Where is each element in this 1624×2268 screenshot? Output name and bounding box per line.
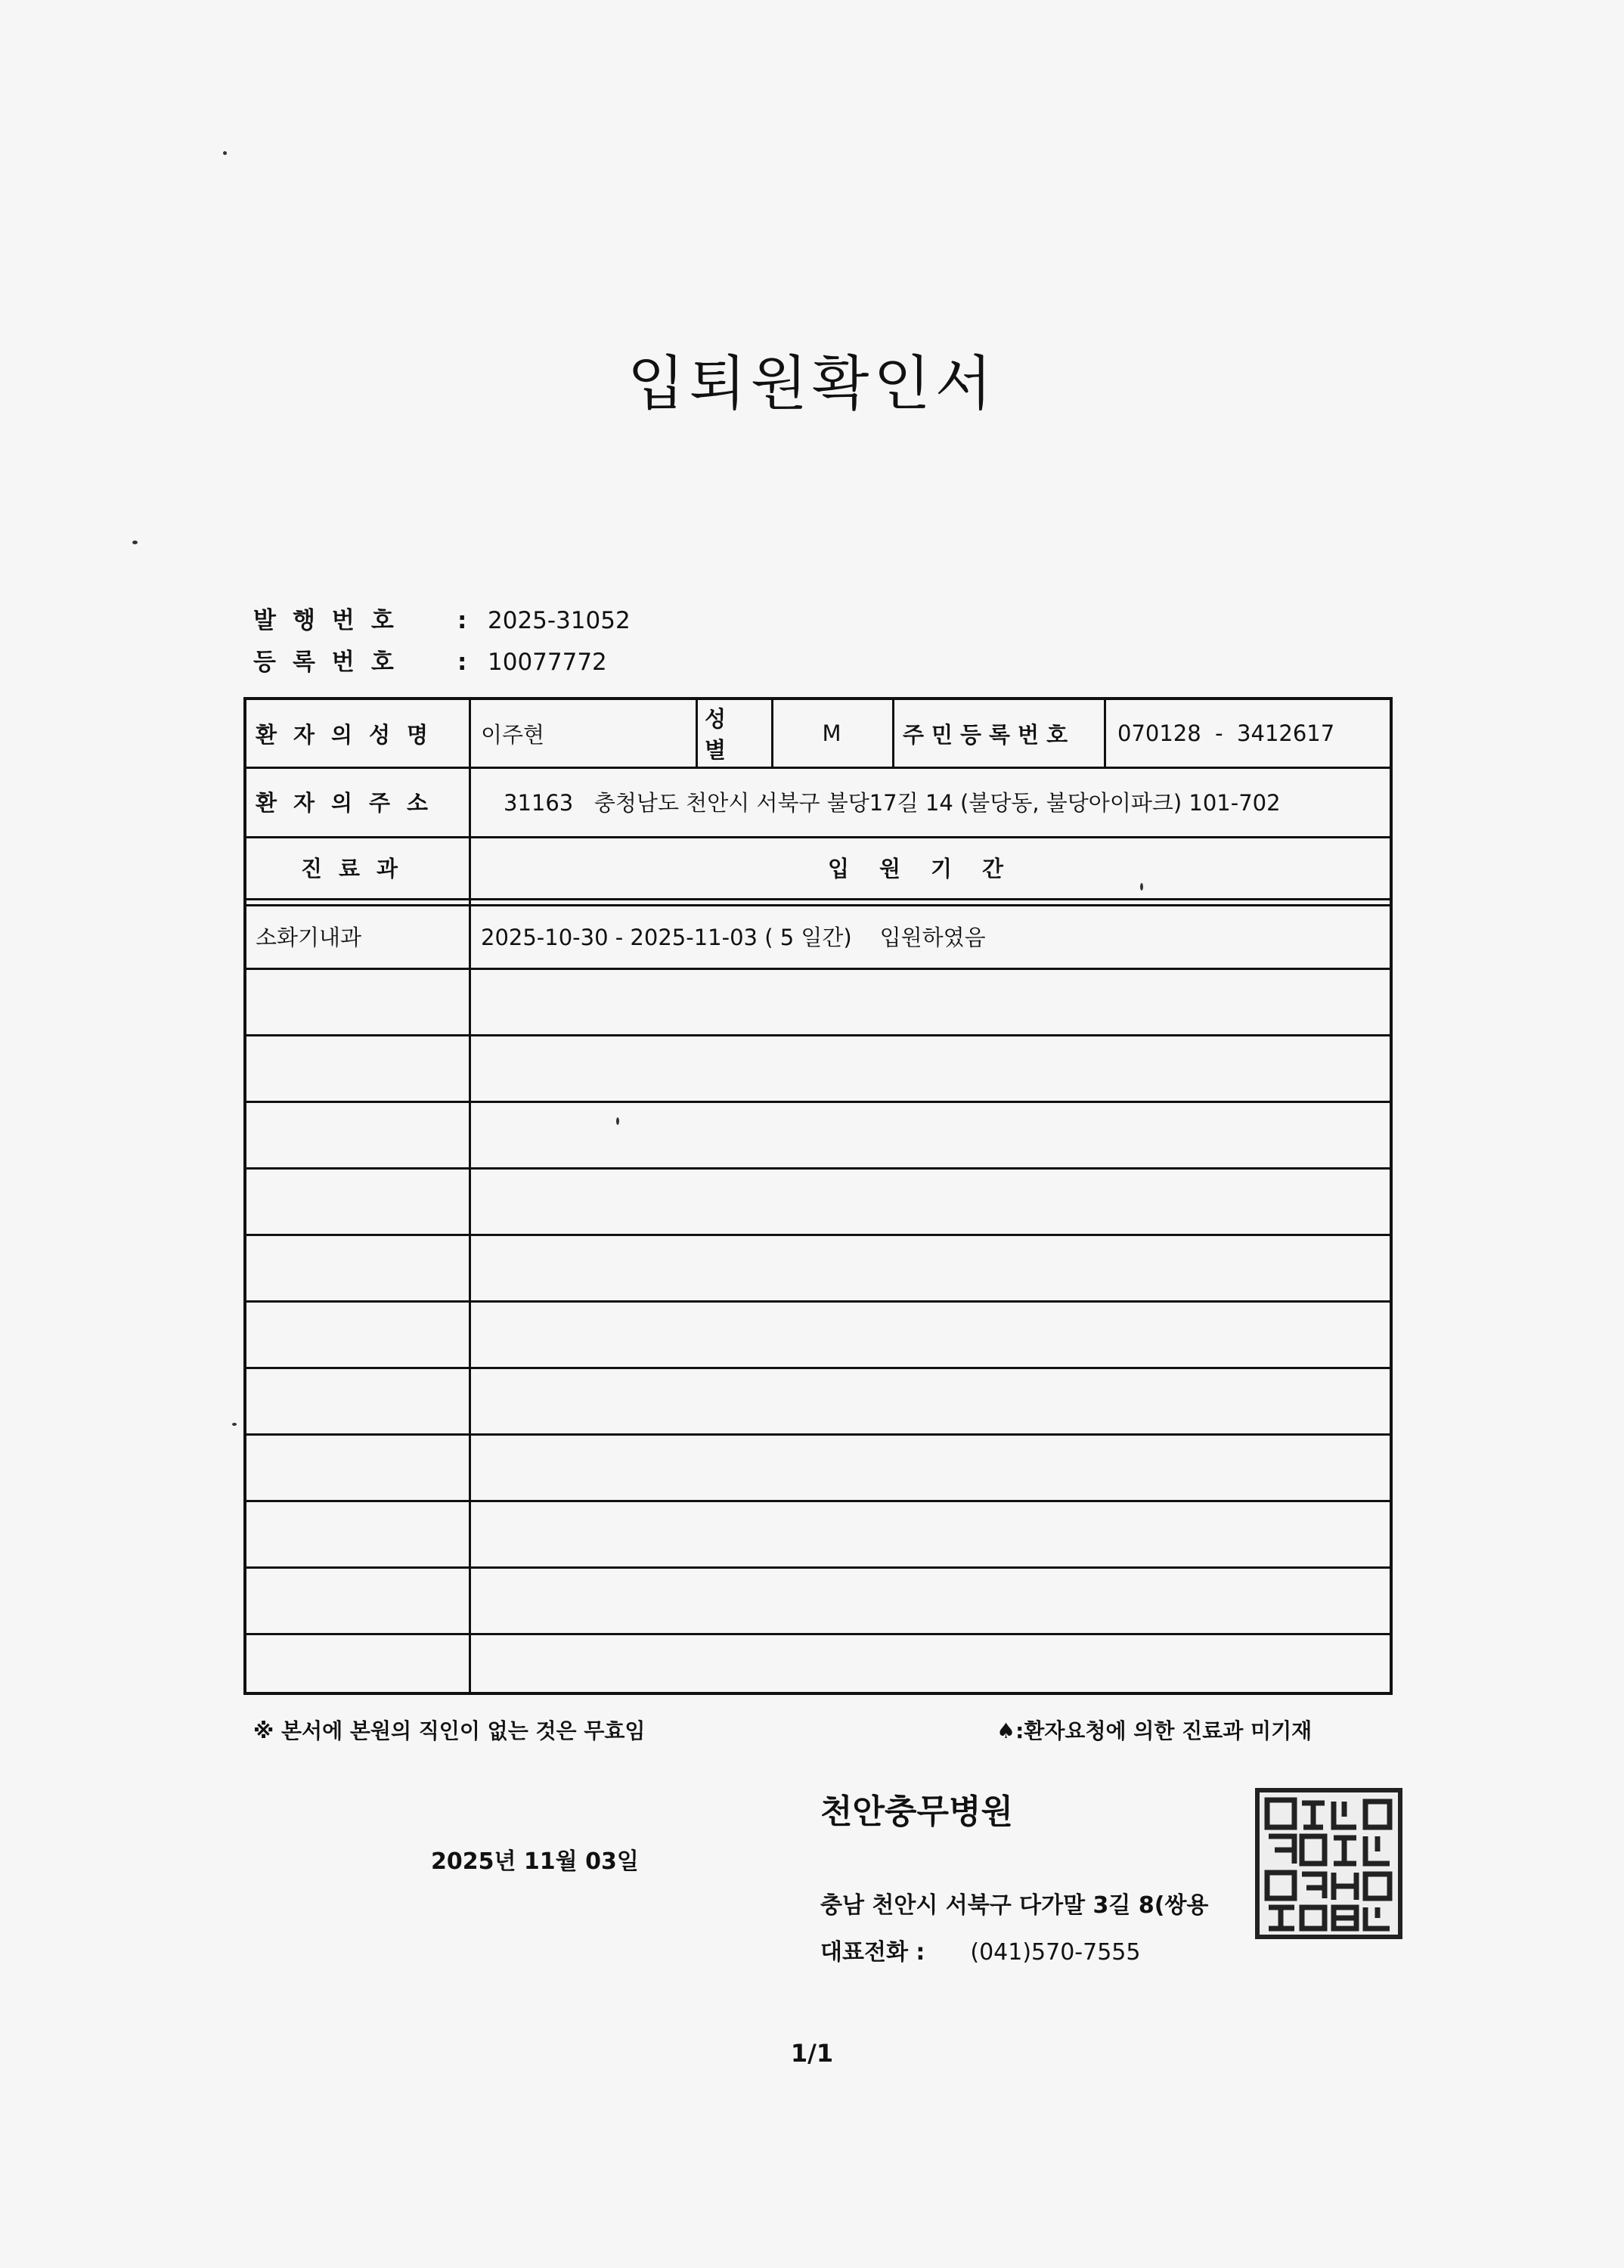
page-number: 1/1 <box>790 2039 834 2068</box>
rrn-value: 070128 - 3412617 <box>1117 720 1335 746</box>
period-header: 입원기간 <box>827 855 1034 881</box>
rrn-label: 주민등록번호 <box>903 721 1076 748</box>
registration-number-row: 등록번호 : 10077772 <box>253 643 607 677</box>
phone-label: 대표전화 : <box>820 1939 925 1966</box>
document-title: 입퇴원확인서 <box>627 350 997 418</box>
issue-number-row: 발행번호 : 2025-31052 <box>253 601 631 635</box>
address-label: 환자의주소 <box>256 789 445 816</box>
footnote-validity: ※ 본서에 본원의 직인이 없는 것은 무효임 <box>253 1718 646 1743</box>
hospital-address: 충남 천안시 서북구 다가말 3길 8(쌍용 <box>820 1892 1209 1919</box>
speck <box>232 1423 237 1426</box>
hospital-name: 천안충무병원 <box>820 1792 1014 1831</box>
issue-number-label: 발행번호 <box>253 607 411 634</box>
seal-glyphs-icon <box>1260 1792 1398 1935</box>
hospital-phone <box>820 1933 1140 1966</box>
phone-value: (041)570-7555 <box>970 1939 1141 1966</box>
sex-label: 성별 <box>705 706 743 763</box>
registration-number-value: 10077772 <box>488 649 607 676</box>
issue-number-value: 2025-31052 <box>488 607 631 634</box>
issue-date: 2025년 11월 03일 <box>431 1848 639 1875</box>
speck <box>132 541 138 544</box>
address-value: 31163 충청남도 천안시 서북구 불당17길 14 (불당동, 불당아이파크) 101-702 <box>504 789 1281 816</box>
patient-name-value: 이주현 <box>481 721 545 748</box>
registration-number-label: 등록번호 <box>253 649 411 676</box>
admission-table <box>243 697 1393 1695</box>
period-value: 2025-10-30 - 2025-11-03 ( 5 일간) 입원하였음 <box>481 924 986 950</box>
patient-name-label: 환자의성명 <box>256 721 445 748</box>
sex-value: M <box>822 720 841 746</box>
department-value: 소화기내과 <box>256 924 362 950</box>
hospital-seal-stamp <box>1255 1788 1402 1939</box>
footnote-department: ♠:환자요청에 의한 진료과 미기재 <box>996 1718 1313 1743</box>
speck <box>223 151 227 155</box>
department-header: 진료과 <box>300 855 415 881</box>
